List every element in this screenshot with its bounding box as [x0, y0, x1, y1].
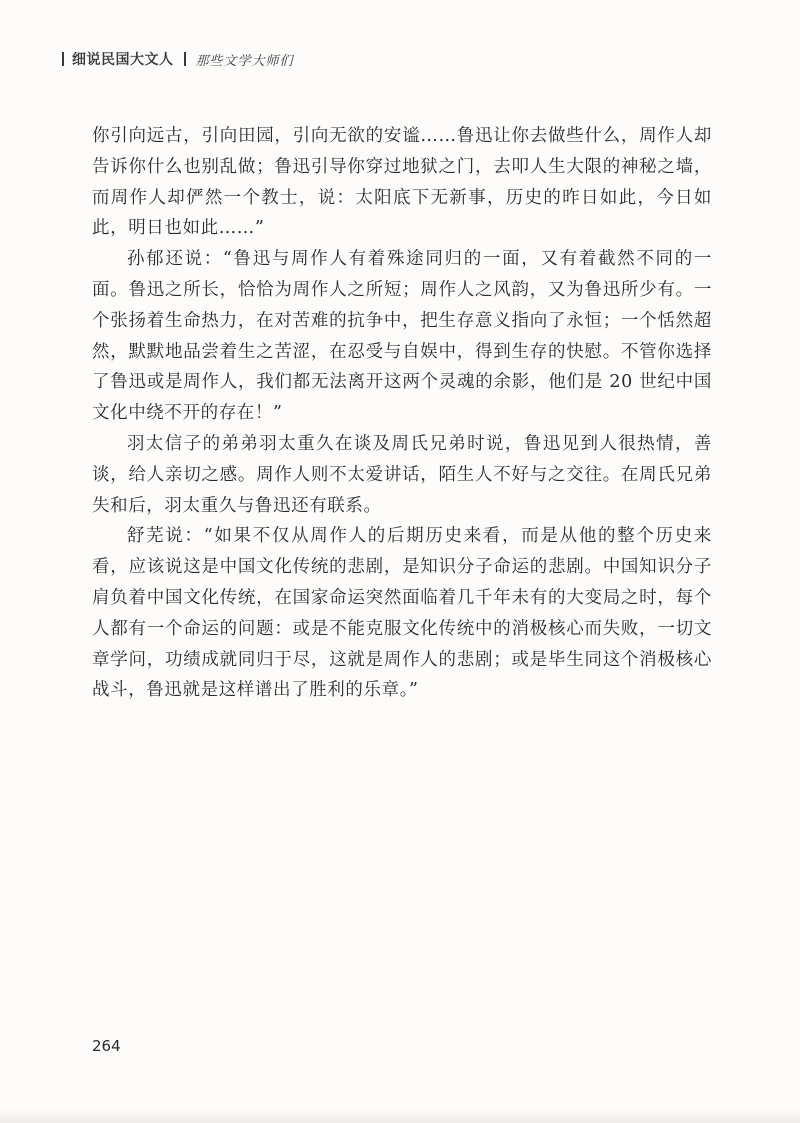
- page-number: 264: [92, 1037, 121, 1055]
- running-header: [62, 48, 294, 70]
- paragraph: 孙郁还说：“鲁迅与周作人有着殊途同归的一面，又有着截然不同的一面。鲁迅之所长，恰恰为周作人之所短；周作人之风韵，又为鲁迅所少有。一个张扬着生命热力，在对苦难的抗争中，把生存意义指向了永恒；一个恬然超然，默默地品尝着生之苦涩，在忍受与自娱中，得到生存的快慰。不管你选择了鲁迅或是周作人，我们都无法离开这两个灵魂的余影，他们是 20 世纪中国文化中绕不开的存在！”: [92, 249, 712, 424]
- paragraph: 羽太信子的弟弟羽太重久在谈及周氏兄弟时说，鲁迅见到人很热情，善谈，给人亲切之感。周作人则不太爱讲话，陌生人不好与之交往。在周氏兄弟失和后，羽太重久与鲁迅还有联系。: [92, 433, 712, 516]
- header-bar-middle: [184, 52, 186, 66]
- book-title: 细说民国大文人: [72, 52, 174, 68]
- page-bottom-edge: [0, 1109, 800, 1123]
- paragraph: 舒芜说：“如果不仅从周作人的后期历史来看，而是从他的整个历史来看，应该说这是中国文化传统的悲剧，是知识分子命运的悲剧。中国知识分子肩负着中国文化传统，在国家命运突然面临着几千年未有的大变局之时，每个人都有一个命运的问题：或是不能克服文化传统中的消极核心而失败，一切文章学问，功绩成就同归于尽，这就是周作人的悲剧；或是毕生同这个消极核心战斗，鲁迅就是这样谱出了胜利的乐章。”: [92, 526, 712, 701]
- header-bar-left: [62, 52, 64, 66]
- body-text: [92, 121, 712, 706]
- chapter-title: 那些文学大师们: [195, 53, 294, 69]
- paragraph-continued: 你引向远古，引向田园，引向无欲的安谧……鲁迅让你去做些什么，周作人却告诉你什么也别乱做；鲁迅引导你穿过地狱之门，去叩人生大限的神秘之墙，而周作人却俨然一个教士，说：太阳底下无新事，历史的昨日如此，今日如此，明日也如此……”: [92, 126, 712, 239]
